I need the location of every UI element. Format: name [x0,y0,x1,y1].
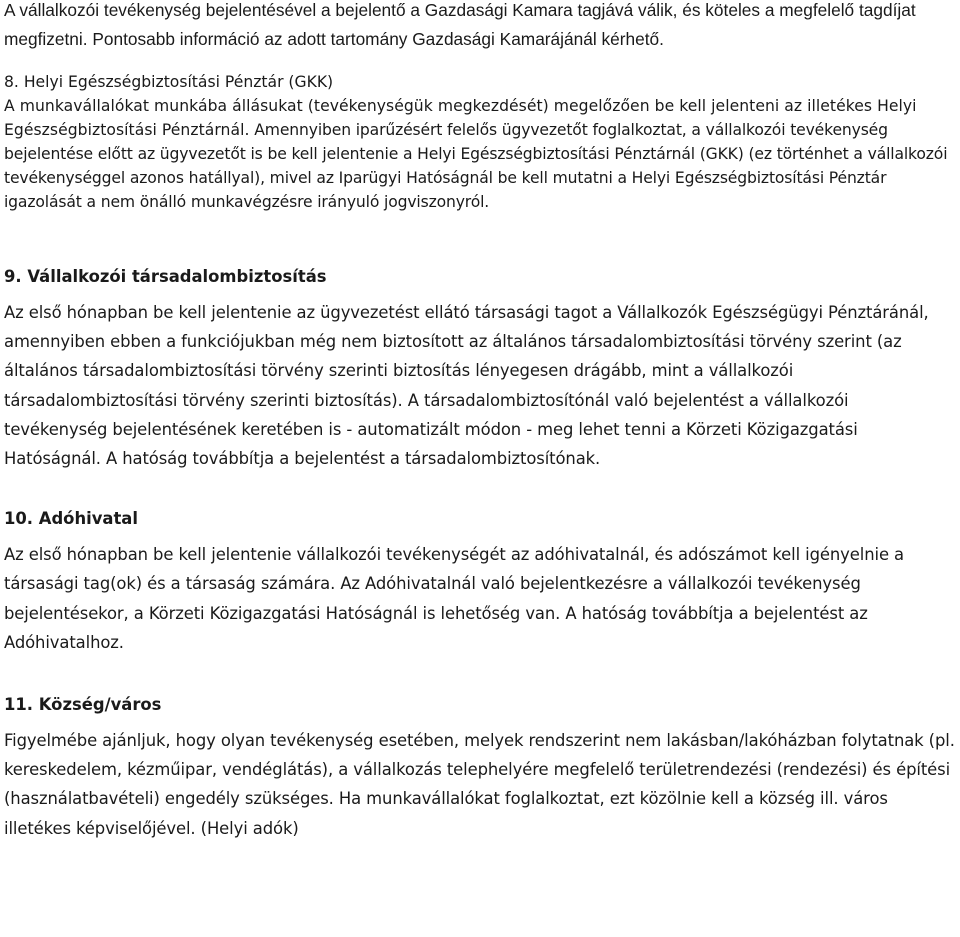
section-10-title: Adóhivatal [38,509,138,529]
section-10-heading [4,507,956,531]
section-8-paragraph [4,94,956,214]
section-11-title: Község/város [38,695,162,715]
section-11-number: 11. [4,695,34,715]
section-11-heading [4,693,956,717]
document-page [4,0,956,843]
section-8-para-b: Amennyiben iparűzésért felelős ügyvezetőt foglalkoztat, a vállalkozói tevékenység bejelentése előtt az ügyvezetőt is be kell jelentenie a Helyi Egészségbiztosítási Pénztárnál (GKK) (ez történhet a vállalkozói tevékenységgel azonos hatállyal), mivel az Iparügyi Hatóságnál be kell mutatni a Helyi Egészségbiztosítási Pénztár igazolását a nem önálló munkavégzésre irányuló jogviszonyról. [4,121,948,211]
section-9-number: 9. [4,267,22,286]
intro-paragraph: A vállalkozói tevékenység bejelentésével a bejelentő a Gazdasági Kamara tagjává válik, és köteles a megfelelő tagdíjat megfizetni. Pontosabb információ az adott tartomány Gazdasági Kamarájánál kérhető. [4,0,916,49]
section-8-para-a: A munkavállalókat munkába állásukat (tevékenységük megkezdését) megelőzően be kell jelenteni az illetékes Helyi Egészségbiztosítási Pénztárnál. [4,97,917,139]
section-9-body: Az első hónapban be kell jelentenie az ügyvezetést ellátó társasági tagot a Vállalkozók Egészségügyi Pénztáránál, amennyiben ebben a funkciójukban még nem biztosított az általános társadalombiztosítási törvény szerint (az általános társadalombiztosítási törvény szerinti biztosítás lényegesen drágább, mint a vállalkozói társadalombiztosítási törvény szerinti biztosítás). A társadalombiztosítónál való bejelentést a vállalkozói tevékenység bejelentésének keretében is - automatizált módon - meg lehet tenni a Körzeti Közigazgatási Hatóságnál. A hatóság továbbítja a bejelentést a társadalombiztosítónak. [4,303,929,469]
section-10-number: 10. [4,509,34,529]
section-9-title: Vállalkozói társadalombiztosítás [27,267,327,286]
section-9-heading [4,265,956,289]
section-10-body: Az első hónapban be kell jelentenie vállalkozói tevékenységét az adóhivatalnál, és adószámot kell igényelnie a társasági tag(ok) és a társaság számára. Az Adóhivatalnál való bejelentkezésre a vállalkozói tevékenység bejelentésekor, a Körzeti Közigazgatási Hatóságnál is lehetőség van. A hatóság továbbítja a bejelentést az Adóhivatalhoz. [4,545,905,652]
section-11-body: Figyelmébe ajánljuk, hogy olyan tevékenység esetében, melyek rendszerint nem lakásban/lakóházban folytatnak (pl. kereskedelem, kézműipar, vendéglátás), a vállalkozás telephelyére megfelelő területrendezési (rendezési) és építési (használatbavételi) engedély szükséges. Ha munkavállalókat foglalkoztat, ezt közölnie kell a község ill. város illetékes képviselőjével. (Helyi adók) [4,731,955,838]
section-8-heading: 8. Helyi Egészségbiztosítási Pénztár (GKK) [4,73,334,91]
